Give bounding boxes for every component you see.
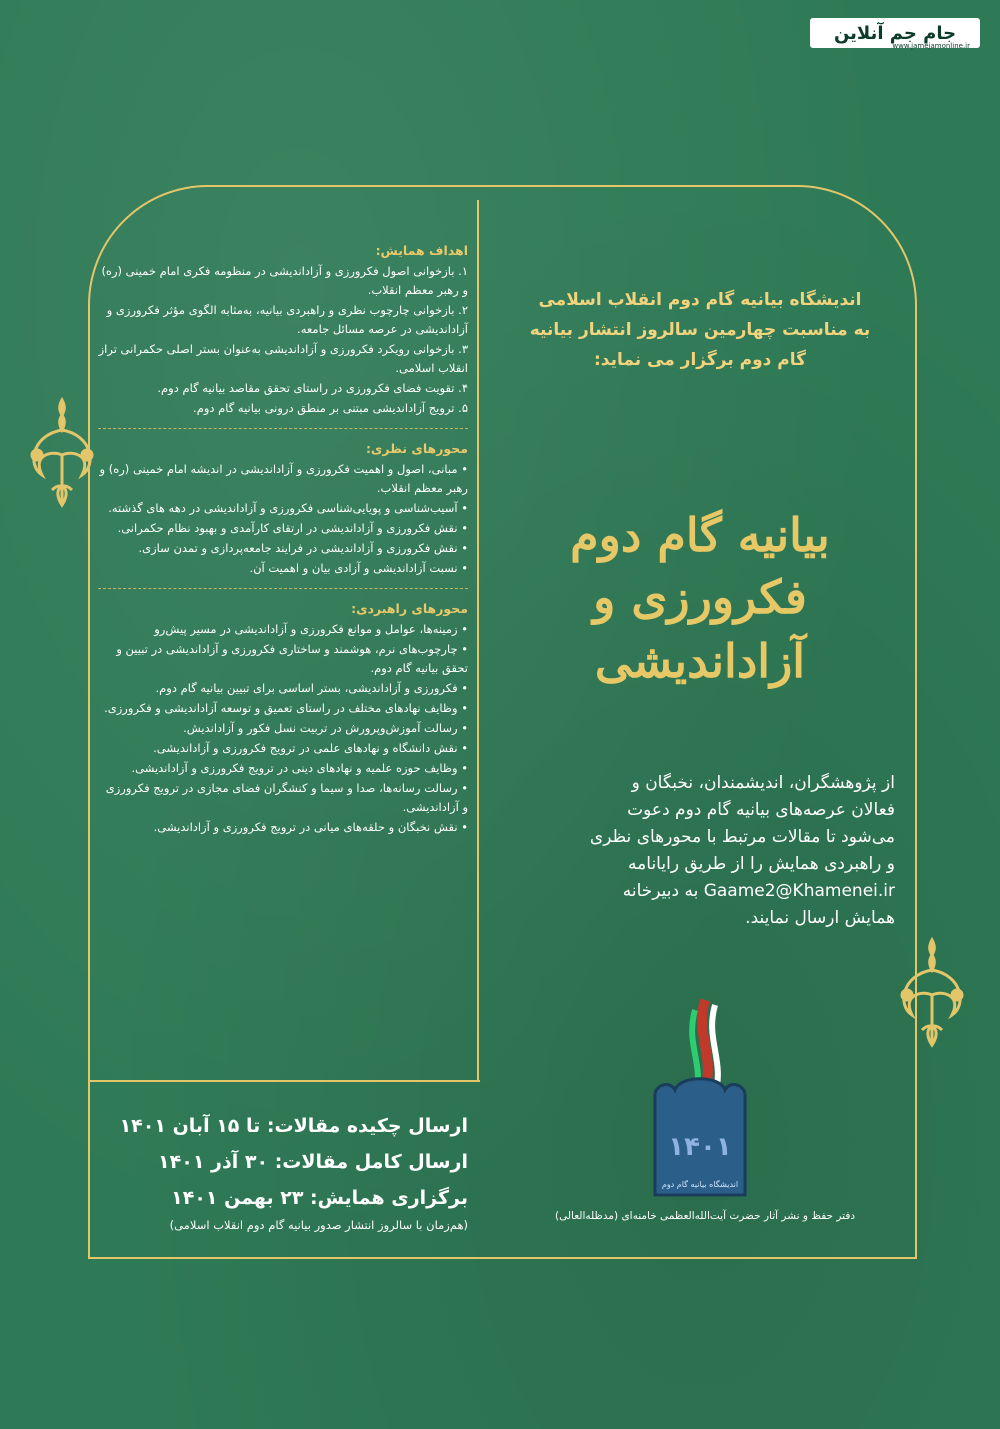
list-item: • نقش فکرورزی و آزاداندیشی در فرایند جامعه‌پردازی و تمدن سازی.: [138, 541, 468, 555]
list-item: ۴. تقویت فضای فکرورزی در راستای تحقق مقاصد بیانیه گام دوم.: [157, 381, 468, 395]
dates-block: [98, 1108, 468, 1234]
invite-email-line: Gaame2@Khamenei.ir به دبیرخانه: [622, 881, 895, 901]
list-item: ۵. ترویج آزاداندیشی مبتنی بر منطق درونی بیانیه گام دوم.: [193, 401, 468, 415]
vertical-divider: [477, 200, 479, 1080]
list-item: ۲. بازخوانی چارچوب نظری و راهبردی بیانیه، به‌مثابه الگوی مؤثر فکرورزی و آزاداندیشی در عرصه مسائل جامعه.: [106, 303, 468, 336]
strategic-list: [98, 620, 468, 837]
invite-line: و راهبردی همایش را از طریق رایانامه: [628, 854, 895, 874]
conference-emblem-icon: [635, 995, 765, 1205]
list-item: • رسالت آموزش‌وپرورش در تربیت نسل فکور و آزاداندیش.: [183, 721, 468, 735]
list-item: • وظایف حوزه علمیه و نهادهای دینی در ترویج فکرورزی و آزاداندیشی.: [131, 761, 468, 775]
conference-title: [500, 505, 900, 693]
list-item: ۱. بازخوانی اصول فکرورزی و آزاداندیشی در منظومه فکری امام خمینی (ره) و رهبر معظم انقلاب.: [101, 264, 468, 297]
emblem-caption: اندیشگاه بیانیه گام دوم: [661, 1180, 739, 1189]
list-item: • نقش دانشگاه و نهادهای علمی در ترویج فکرورزی و آزاداندیشی.: [153, 741, 468, 755]
goals-heading: اهداف همایش:: [375, 243, 468, 258]
svg-text:۱۴۰۱: ۱۴۰۱: [668, 1132, 732, 1162]
invitation-text: [505, 770, 895, 932]
list-item: • وظایف نهادهای مختلف در راستای تعمیق و توسعه آزاداندیشی و فکرورزی.: [104, 701, 468, 715]
left-ornament-icon: [12, 395, 112, 515]
list-item: ۳. بازخوانی رویکرد فکرورزی و آزاداندیشی به‌عنوان بستر اصلی حکمرانی تراز انقلاب اسلامی.: [98, 342, 468, 375]
invite-line: فعالان عرصه‌های بیانیه گام دوم دعوت: [627, 800, 895, 820]
title-line-2: فکرورزی و آزاداندیشی: [593, 570, 807, 688]
intro-line: به مناسبت چهارمین سالروز انتشار بیانیه: [529, 320, 871, 340]
horizontal-divider: [88, 1080, 480, 1082]
list-item: • نقش فکرورزی و آزاداندیشی در ارتقای کارآمدی و بهبود نظام حکمرانی.: [117, 521, 468, 535]
list-item: • فکرورزی و آزاداندیشی، بستر اساسی برای تبیین بیانیه گام دوم.: [155, 681, 468, 695]
list-item: • آسیب‌شناسی و پویایی‌شناسی فکرورزی و آزاداندیشی در دهه های گذشته.: [108, 501, 468, 515]
intro-text: [505, 285, 895, 375]
section-divider: [98, 588, 468, 589]
intro-line: اندیشگاه بیانیه گام دوم انقلاب اسلامی: [538, 290, 862, 310]
strategic-heading: محورهای راهبردی:: [351, 601, 468, 616]
section-divider: [98, 428, 468, 429]
invite-line: همایش ارسال نمایند.: [745, 908, 895, 928]
right-ornament-icon: [882, 935, 982, 1055]
left-column: [98, 235, 468, 838]
date-line: برگزاری همایش: ۲۳ بهمن ۱۴۰۱: [171, 1187, 468, 1209]
invite-line: می‌شود تا مقالات مرتبط با محورهای نظری: [589, 827, 895, 847]
date-line: ارسال چکیده مقالات: تا ۱۵ آبان ۱۴۰۱: [119, 1115, 468, 1137]
intro-line: گام دوم برگزار می نماید:: [593, 350, 807, 370]
list-item: • نقش نخبگان و حلقه‌های میانی در ترویج فکرورزی و آزاداندیشی.: [153, 820, 468, 834]
list-item: • مبانی، اصول و اهمیت فکرورزی و آزاداندیشی در اندیشه امام خمینی (ره) و رهبر معظم انقلاب.: [99, 462, 468, 495]
list-item: • نسبت آزاداندیشی و آزادی بیان و اهمیت آن.: [249, 561, 468, 575]
site-url: www.jamejamonline.ir: [892, 42, 970, 50]
title-line-1: بیانیه گام دوم: [570, 508, 830, 562]
publisher-credit: دفتر حفظ و نشر آثار حضرت آیت‌الله‌العظمی خامنه‌ای (مدظله‌العالی): [554, 1210, 856, 1222]
date-line: ارسال کامل مقالات: ۳۰ آذر ۱۴۰۱: [158, 1151, 468, 1173]
site-logo: جام جم آنلاین: [810, 18, 980, 48]
theoretical-heading: محورهای نظری:: [365, 441, 468, 456]
dates-note: (هم‌زمان با سالروز انتشار صدور بیانیه گام دوم انقلاب اسلامی): [169, 1218, 468, 1232]
list-item: • رسالت رسانه‌ها، صدا و سیما و کنشگران فضای مجازی در ترویج فکرورزی و آزاداندیشی.: [105, 781, 468, 814]
goals-list: [98, 262, 468, 418]
list-item: • زمینه‌ها، عوامل و موانع فکرورزی و آزاداندیشی در مسیر پیش‌رو: [154, 622, 468, 636]
invite-line: از پژوهشگران، اندیشمندان، نخبگان و: [631, 773, 895, 793]
theoretical-list: [98, 460, 468, 578]
list-item: • چارچوب‌های نرم، هوشمند و ساختاری فکرورزی و آزاداندیشی در تبیین و تحقق بیانیه گام دوم.: [116, 642, 468, 675]
